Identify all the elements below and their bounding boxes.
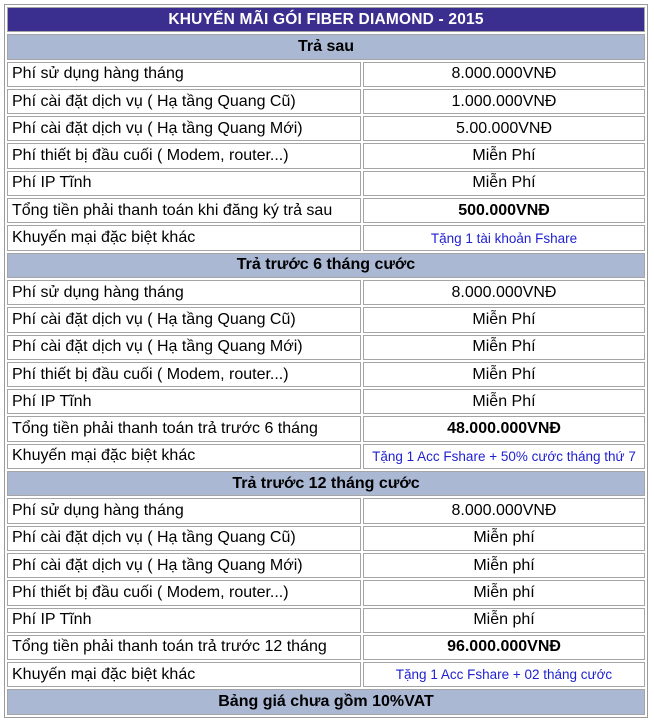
table-row: [7, 171, 645, 196]
promo-value: Tặng 1 tài khoản Fshare: [363, 225, 645, 250]
table-row: [7, 307, 645, 332]
row-label: Phí sử dụng hàng tháng: [7, 498, 361, 523]
row-value: 1.000.000VNĐ: [363, 89, 645, 114]
row-value: Miễn phí: [363, 580, 645, 605]
promo-value: Tặng 1 Acc Fshare + 50% cước tháng thứ 7: [363, 444, 645, 469]
total-value: 48.000.000VNĐ: [363, 416, 645, 441]
row-label: Phí sử dụng hàng tháng: [7, 62, 361, 87]
section-header-row: [7, 253, 645, 278]
table-row: [7, 62, 645, 87]
section-heading: Trả trước 6 tháng cước: [7, 253, 645, 278]
table-row: [7, 416, 645, 441]
row-label: Khuyến mại đặc biệt khác: [7, 225, 361, 250]
table-row: [7, 553, 645, 578]
vat-note: Bảng giá chưa gồm 10%VAT: [7, 689, 645, 714]
row-label: Phí cài đặt dịch vụ ( Hạ tầng Quang Mới): [7, 116, 361, 141]
row-label: Tổng tiền phải thanh toán khi đăng ký trả sau: [7, 198, 361, 223]
row-label: Tổng tiền phải thanh toán trả trước 12 tháng: [7, 635, 361, 660]
row-label: Tổng tiền phải thanh toán trả trước 6 tháng: [7, 416, 361, 441]
row-label: Phí cài đặt dịch vụ ( Hạ tầng Quang Cũ): [7, 307, 361, 332]
row-label: Phí thiết bị đầu cuối ( Modem, router...): [7, 362, 361, 387]
row-value: Miễn Phí: [363, 335, 645, 360]
row-value: Miễn Phí: [363, 171, 645, 196]
row-label: Phí cài đặt dịch vụ ( Hạ tầng Quang Cũ): [7, 526, 361, 551]
table-row: [7, 362, 645, 387]
row-value: Miễn phí: [363, 526, 645, 551]
row-label: Phí cài đặt dịch vụ ( Hạ tầng Quang Mới): [7, 335, 361, 360]
title-row: [7, 7, 645, 32]
row-label: Khuyến mại đặc biệt khác: [7, 662, 361, 687]
row-label: Phí cài đặt dịch vụ ( Hạ tầng Quang Mới): [7, 553, 361, 578]
section-heading: Trả trước 12 tháng cước: [7, 471, 645, 496]
table-row: [7, 116, 645, 141]
table-title: KHUYẾN MÃI GÓI FIBER DIAMOND - 2015: [7, 7, 645, 32]
row-value: Miễn Phí: [363, 143, 645, 168]
row-value: Miễn Phí: [363, 362, 645, 387]
section-header-row: [7, 471, 645, 496]
row-value: 8.000.000VNĐ: [363, 498, 645, 523]
row-value: 5.00.000VNĐ: [363, 116, 645, 141]
table-row: [7, 143, 645, 168]
row-value: 8.000.000VNĐ: [363, 280, 645, 305]
table-row: [7, 389, 645, 414]
row-label: Phí thiết bị đầu cuối ( Modem, router...): [7, 143, 361, 168]
row-value: Miễn Phí: [363, 307, 645, 332]
row-value: 8.000.000VNĐ: [363, 62, 645, 87]
table-row: [7, 89, 645, 114]
table-row: [7, 498, 645, 523]
row-label: Phí IP Tĩnh: [7, 608, 361, 633]
row-value: Miễn Phí: [363, 389, 645, 414]
table-row: [7, 198, 645, 223]
table-row: [7, 444, 645, 469]
row-label: Phí IP Tĩnh: [7, 389, 361, 414]
section-header-row: [7, 34, 645, 59]
table-row: [7, 662, 645, 687]
table-row: [7, 225, 645, 250]
price-table-body: [7, 7, 645, 715]
table-row: [7, 335, 645, 360]
row-label: Phí cài đặt dịch vụ ( Hạ tầng Quang Cũ): [7, 89, 361, 114]
table-row: [7, 580, 645, 605]
footer-row: [7, 689, 645, 714]
section-heading: Trả sau: [7, 34, 645, 59]
price-table: [4, 4, 648, 718]
table-row: [7, 526, 645, 551]
promo-value: Tặng 1 Acc Fshare + 02 tháng cước: [363, 662, 645, 687]
table-row: [7, 635, 645, 660]
row-label: Phí thiết bị đầu cuối ( Modem, router...): [7, 580, 361, 605]
table-row: [7, 608, 645, 633]
row-value: Miễn phí: [363, 553, 645, 578]
table-row: [7, 280, 645, 305]
row-label: Phí IP Tĩnh: [7, 171, 361, 196]
total-value: 96.000.000VNĐ: [363, 635, 645, 660]
row-label: Khuyến mại đặc biệt khác: [7, 444, 361, 469]
row-value: Miễn phí: [363, 608, 645, 633]
total-value: 500.000VNĐ: [363, 198, 645, 223]
price-table-container: [4, 4, 648, 718]
row-label: Phí sử dụng hàng tháng: [7, 280, 361, 305]
